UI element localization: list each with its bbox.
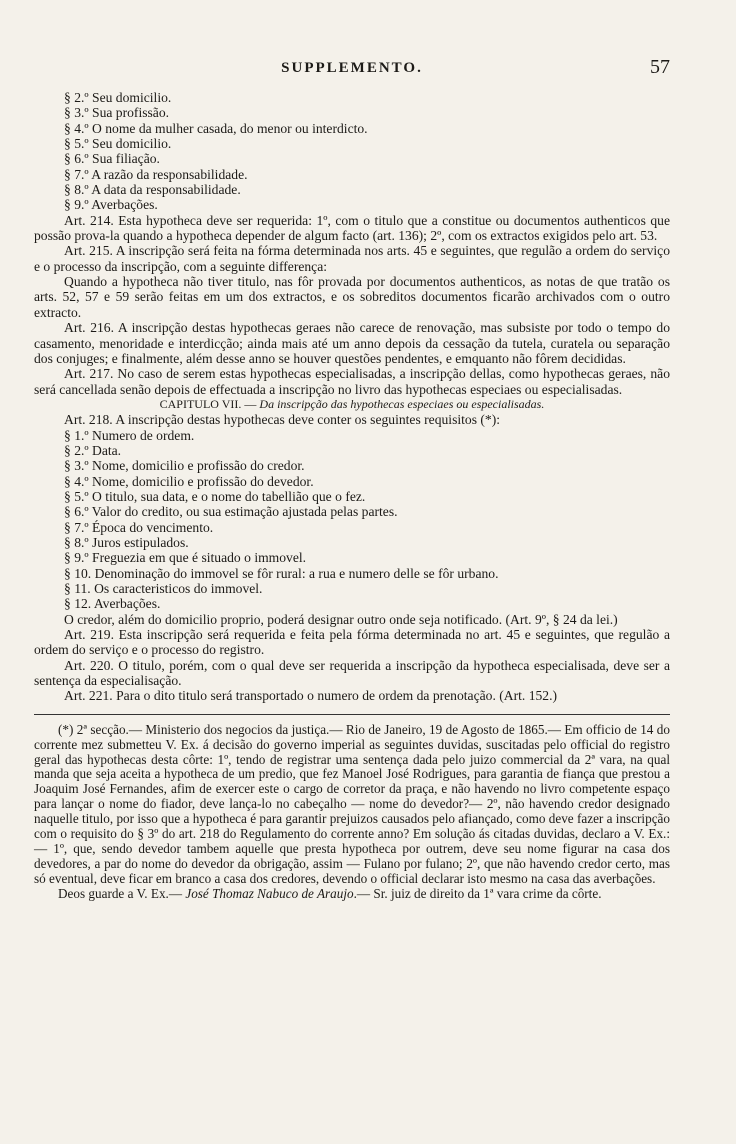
article-paragraph: Art. 219. Esta inscripção será requerida e feita pela fórma determinada no art. 45 e seguintes, que regulão a ordem do serviço e o processo do registro. xyxy=(34,627,670,658)
list-item: § 6.º Valor do credito, ou sua estimação ajustada pelas partes. xyxy=(64,504,398,520)
footnote-divider xyxy=(34,714,670,715)
list-item: § 4.º Nome, domicilio e profissão do devedor. xyxy=(64,473,314,489)
article-paragraph: Art. 216. A inscripção destas hypothecas geraes não carece de renovação, mas subsiste por todo o tempo do casamento, menoridade e interdicção; ainda mais até um anno depois da cessação da tutela, curatela ou separação dos conjuges; e finalmente, além desse anno se houver questões pendentes, e emquanto não fôrem decididas. xyxy=(34,320,670,366)
list-item: § 10. Denominação do immovel se fôr rural: a rua e numero delle se fôr urbano. xyxy=(64,565,499,581)
list-item: § 1.º Numero de ordem. xyxy=(64,427,195,443)
list-item: § 3.º Nome, domicilio e profissão do credor. xyxy=(64,458,305,474)
list-item: § 9.º Averbações. xyxy=(64,197,158,213)
chapter-title: Da inscripção das hypothecas especiaes ou especialisadas. xyxy=(259,396,545,411)
list-item: § 7.º A razão da responsabilidade. xyxy=(64,166,248,182)
list-item: § 8.º Juros estipulados. xyxy=(64,534,189,550)
article-paragraph: Art. 214. Esta hypotheca deve ser requerida: 1º, com o titulo que a constitue ou documentos authenticos que possão prova-la quando a hypotheca depender de algum facto (art. 136); 2º, com os extractos exigidos pelo art. 53. xyxy=(34,212,670,244)
list-item: § 6.º Sua filiação. xyxy=(64,151,160,167)
closing-suffix: .— Sr. juiz de direito da 1ª vara crime da côrte. xyxy=(353,885,602,901)
chapter-label: CAPITULO VII. — xyxy=(159,396,260,411)
footnote xyxy=(34,723,670,902)
article-paragraph: Art. 218. A inscripção destas hypothecas deve conter os seguintes requisitos (*): xyxy=(64,412,501,428)
article-paragraph: Art. 221. Para o dito titulo será transportado o numero de ordem da prenotação. (Art. 152.) xyxy=(64,688,558,704)
list-item: § 4.º O nome da mulher casada, do menor ou interdicto. xyxy=(64,120,368,136)
chapter-heading xyxy=(34,397,670,412)
list-item: § 5.º Seu domicilio. xyxy=(64,136,172,152)
body-text xyxy=(34,90,670,704)
running-title: SUPPLEMENTO. xyxy=(281,60,423,76)
paragraph: O credor, além do domicilio proprio, poderá designar outro onde seja notificado. (Art. 9º, § 24 da lei.) xyxy=(64,611,618,627)
closing-prefix: Deos guarde a V. Ex.— xyxy=(58,885,186,901)
footnote-text: (*) 2ª secção.— Ministerio dos negocios da justiça.— Rio de Janeiro, 19 de Agosto de 1865.— Em officio de 14 do corrente mez submetteu V. Ex. á decisão do governo imperial as seguintes duvidas, suscitadas pelo official do registro geral das hypothecas desta côrte: 1º, tendo de registrar uma sentença dada pelo juizo commercial da 2ª vara, na qual manda que seja aceita a hypotheca de um predio, que fez Manoel José Rodrigues, para garantia de fiança que prestou a Joaquim José Fernandes, afim de exercer este o cargo de corretor da praça, e não havendo no livro competente espaço para lançar o nome do fiador, deve lança-lo no cabeçalho — nome do devedor?— 2º, não havendo credor designado naquelle titulo, por isso que a hypotheca é para garantir prejuizos causados pelo afiançado, como deve fazer a inscripção com o requisito do § 3º do art. 218 do Regulamento do corrente anno? Em solução ás citadas duvidas, declaro a V. Ex.: — 1º, que, sendo devedor tambem aquelle que presta hypotheca por outrem, deve seu nome figurar na casa dos devedores, a par do nome do devedor da obrigação, assim — Fulano por fulano; 2º, que não havendo credor certo, mas só eventual, deve ficar em branco a casa dos credores, devendo o official declarar isto mesmo na casa das averbações. xyxy=(34,721,670,886)
list-item: § 9.º Freguezia em que é situado o immovel. xyxy=(64,550,307,566)
document-page xyxy=(34,56,670,902)
page-number: 57 xyxy=(650,56,670,78)
footnote-closing xyxy=(34,887,670,902)
article-paragraph: Art. 220. O titulo, porém, com o qual deve ser requerida a inscripção da hypotheca especialisada, deve ser a sentença da especialisação. xyxy=(34,657,670,689)
list-item: § 2.º Seu domicilio. xyxy=(64,90,172,105)
article-paragraph: Art. 215. A inscripção será feita na fórma determinada nos arts. 45 e seguintes, que regulão a ordem do serviço e o processo da inscripção, com a seguinte differença: xyxy=(34,243,670,274)
list-item: § 12. Averbações. xyxy=(64,596,161,612)
article-paragraph: Art. 217. No caso de serem estas hypothecas especialisadas, a inscripção dellas, como hypothecas geraes, não será cancellada senão depois de effectuada a inscripção no livro das hypothecas especiaes ou especialisadas. xyxy=(34,366,670,397)
list-item: § 11. Os caracteristicos do immovel. xyxy=(64,581,263,596)
paragraph: Quando a hypotheca não tiver titulo, nas fôr provada por documentos authenticos, as notas de que tratão os arts. 52, 57 e 59 serão feitas em um dos extractos, e os sobreditos documentos ficarão archivados com o outro extracto. xyxy=(34,274,670,320)
list-item: § 5.º O titulo, sua data, e o nome do tabellião que o fez. xyxy=(64,488,366,504)
list-item: § 3.º Sua profissão. xyxy=(64,105,170,121)
signatory: José Thomaz Nabuco de Araujo xyxy=(185,885,354,901)
list-item: § 7.º Época do vencimento. xyxy=(64,519,214,535)
list-item: § 2.º Data. xyxy=(64,442,122,458)
page-header xyxy=(34,56,670,82)
list-item: § 8.º A data da responsabilidade. xyxy=(64,182,241,198)
